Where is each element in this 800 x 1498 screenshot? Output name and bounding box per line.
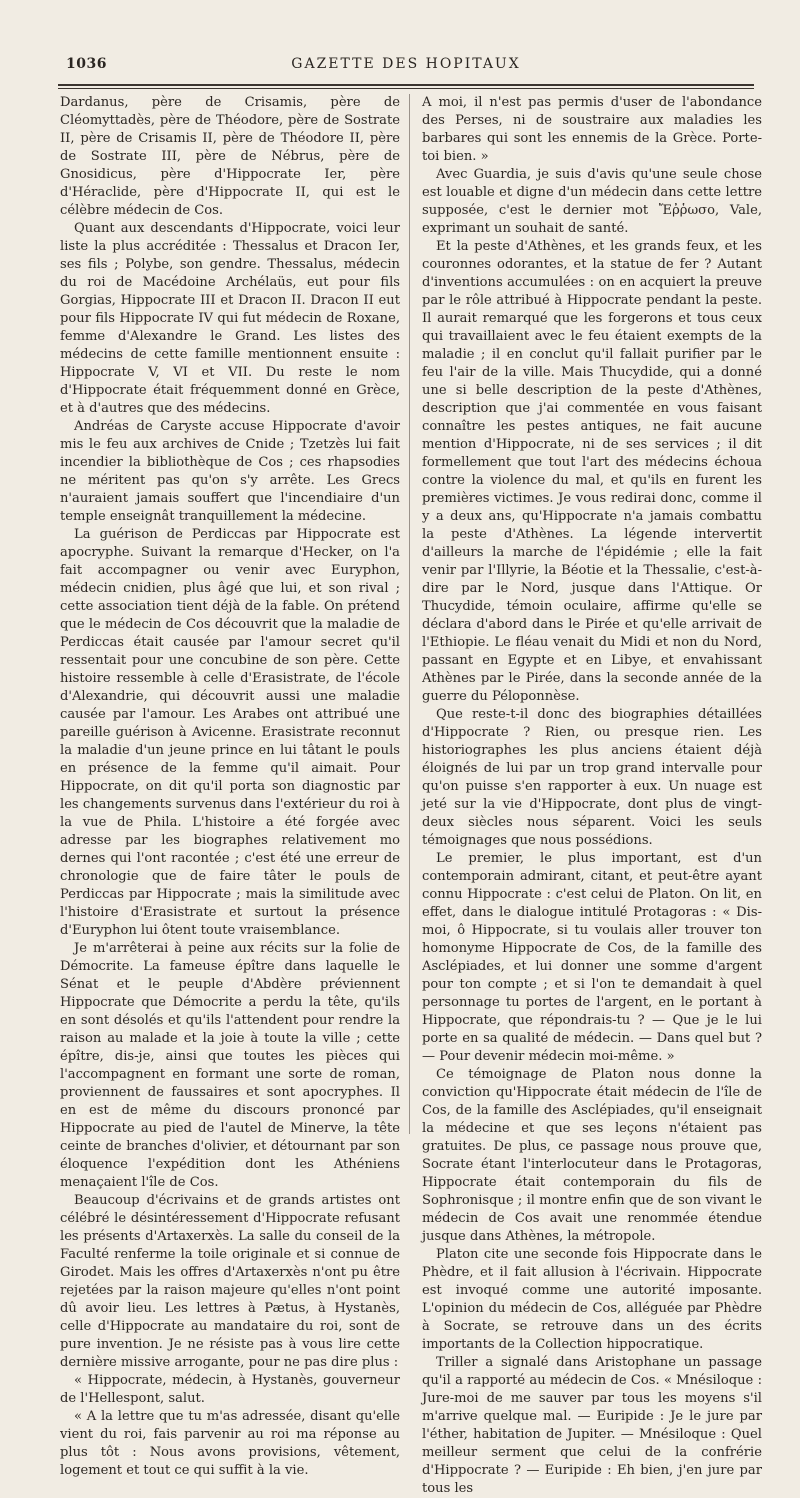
running-title: GAZETTE DES HOPITAUX [291, 56, 521, 72]
paragraph: Quant aux descendants d'Hippocrate, voici leur liste la plus accréditée : Thessalus et Dracon Ier, ses fils ; Polybe, son gendre. Thessalus, médecin du roi de Macédoine Archélaüs, eut pour fils Gorgias, Hippocrate III et Dracon II. Dracon II eut pour fils Hippocrate IV qui fut médecin de Roxane, femme d'Alexandre le Grand. Les listes des médecins de cette famille mentionnent ensuite : Hippocrate V, VI et VII. Du reste le nom d'Hippocrate était fréquemment donné en Grèce, et à d'autres que des médecins. [60, 221, 400, 416]
paragraph: Dardanus, père de Crisamis, père de Cléomyttadès, père de Théodore, père de Sostrate II, père de Crisamis II, père de Théodore II, père de Sostrate III, père de Nébrus, père de Gnosidicus, père d'Hippocrate Ier, père d'Héraclide, père d'Hippocrate II, qui est le célèbre médecin de Cos. [60, 95, 400, 218]
paragraph: Platon cite une seconde fois Hippocrate dans le Phèdre, et il fait allusion à l'écrivain. Hippocrate est invoqué comme une autorité imposante. L'opinion du médecin de Cos, alléguée par Phèdre à Socrate, se retrouve dans un des écrits importants de la Collection hippocratique. [422, 1247, 762, 1352]
paragraph: « Hippocrate, médecin, à Hystanès, gouverneur de l'Hellespont, salut. [60, 1373, 400, 1406]
column-divider [409, 94, 410, 1134]
right-column [422, 94, 762, 1498]
paragraph: Ce témoignage de Platon nous donne la conviction qu'Hippocrate était médecin de l'île de Cos, de la famille des Asclépiades, qu'il enseignait la médecine et que ses leçons n'étaient pas gratuites. De plus, ce passage nous prouve que, Socrate étant l'interlocuteur dans le Protagoras, Hippocrate était contemporain du fils de Sophronisque ; il montre enfin que de son vivant le médecin de Cos avait une renommée étendue jusque dans Athènes, la métropole. [422, 1067, 762, 1244]
paragraph: La guérison de Perdiccas par Hippocrate est apocryphe. Suivant la remarque d'Hecker, on l'a fait accompagner ou venir avec Euryphon, médecin cnidien, plus âgé que lui, et son rival ; cette association tient déjà de la fable. On prétend que le médecin de Cos découvrit que la maladie de Perdiccas était causée par l'amour secret qu'il ressentait pour une concubine de son père. Cette histoire ressemble à celle d'Erasistrate, de l'école d'Alexandrie, qui découvrit aussi une maladie causée par l'amour. Les Arabes ont attribué une pareille guérison à Avicenne. Erasistrate reconnut la maladie d'un jeune prince en lui tâtant le pouls en présence de la femme qu'il aimait. Pour Hippocrate, on dit qu'il porta son diagnostic par les changements survenus dans l'extérieur du roi à la vue de Phila. L'histoire a été forgée avec adresse par les biographes relativement mo dernes qui l'ont racontée ; c'est été une erreur de chronologie que de faire tâter le pouls de Perdiccas par Hippocrate ; mais la similitude avec l'histoire d'Erasistrate et surtout la présence d'Euryphon lui ôtent toute vraisemblance. [60, 527, 400, 938]
paragraph: Je m'arrêterai à peine aux récits sur la folie de Démocrite. La fameuse épître dans laquelle le Sénat et le peuple d'Abdère préviennent Hippocrate que Démocrite a perdu la tête, qu'ils en sont désolés et qu'ils l'attendent pour rendre la raison au malade et la joie à toute la ville ; cette épître, dis-je, ainsi que toutes les pièces qui l'accompagnent en formant une sorte de roman, proviennent de faussaires et sont apocryphes. Il en est de même du discours prononcé par Hippocrate au pied de l'autel de Minerve, la tête ceinte de branches d'olivier, et détournant par son éloquence l'expédition dont les Athéniens menaçaient l'île de Cos. [60, 941, 400, 1190]
paragraph: Et la peste d'Athènes, et les grands feux, et les couronnes odorantes, et la statue de fer ? Autant d'inventions accumulées : on en acquiert la preuve par le rôle attribué à Hippocrate pendant la peste. Il aurait remarqué que les forgerons et tous ceux qui travaillaient avec le feu étaient exempts de la maladie ; il en conclut qu'il fallait purifier par le feu l'air de la ville. Mais Thucydide, qui a donné une si belle description de la peste d'Athènes, description que j'ai commentée en vous faisant connaître les pestes antiques, ne fait aucune mention d'Hippocrate, ni de ses services ; il dit formellement que tout l'art des médecins échoua contre la violence du mal, et qu'ils en furent les premières victimes. Je vous redirai donc, comme il y a deux ans, qu'Hippocrate n'a jamais combattu la peste d'Athènes. La légende intervertit d'ailleurs la marche de l'épidémie ; elle la fait venir par l'Illyrie, la Béotie et la Thessalie, c'est-à-dire par le Nord, jusque dans l'Attique. Or Thucydide, témoin oculaire, affirme qu'elle se déclara d'abord dans le Pirée et qu'elle arrivait de l'Ethiopie. Le fléau venait du Midi et non du Nord, passant en Egypte et en Libye, et envahissant Athènes par le Pirée, dans la seconde année de la guerre du Péloponnèse. [422, 239, 762, 704]
paragraph: Triller a signalé dans Aristophane un passage qu'il a rapporté au médecin de Cos. « Mnésiloque : Jure-moi de me sauver par tous les moyens s'il m'arrive quelque mal. — Euripide : Je le jure par l'éther, habitation de Jupiter. — Mnésiloque : Quel meilleur serment que celui de la confrérie d'Hippocrate ? — Euripide : Eh bien, j'en jure par tous les [422, 1355, 762, 1496]
page-header [58, 56, 754, 78]
paragraph: Andréas de Caryste accuse Hippocrate d'avoir mis le feu aux archives de Cnide ; Tzetzès lui fait incendier la bibliothèque de Cos ; ces rhapsodies ne méritent pas qu'on s'y arrête. Les Grecs n'auraient jamais souffert que l'incendiaire d'un temple enseignât tranquillement la médecine. [60, 419, 400, 524]
paragraph: Avec Guardia, je suis d'avis qu'une seule chose est louable et digne d'un médecin dans cette lettre supposée, c'est le dernier mot Ἔῤῥωσο, Vale, exprimant un souhait de santé. [422, 167, 762, 236]
paragraph: A moi, il n'est pas permis d'user de l'abondance des Perses, ni de soustraire aux maladies les barbares qui sont les ennemis de la Grèce. Porte-toi bien. » [422, 95, 762, 164]
paragraph: Le premier, le plus important, est d'un contemporain admirant, citant, et peut-être ayant connu Hippocrate : c'est celui de Platon. On lit, en effet, dans le dialogue intitulé Protagoras : « Dis-moi, ô Hippocrate, si tu voulais aller trouver ton homonyme Hippocrate de Cos, de la famille des Asclépiades, et lui donner une somme d'argent pour ton compte ; et si l'on te demandait à quel personnage tu portes de l'argent, en le portant à Hippocrate, que répondrais-tu ? — Que je le lui porte en sa qualité de médecin. — Dans quel but ? — Pour devenir médecin moi-même. » [422, 851, 762, 1064]
paragraph: Beaucoup d'écrivains et de grands artistes ont célébré le désintéressement d'Hippocrate refusant les présents d'Artaxerxès. La salle du conseil de la Faculté renferme la toile originale et si connue de Girodet. Mais les offres d'Artaxerxès n'ont pu être rejetées par la raison majeure qu'elles n'ont point dû avoir lieu. Les lettres à Pætus, à Hystanès, celle d'Hippocrate au mandataire du roi, sont de pure invention. Je ne résiste pas à vous lire cette dernière missive arrogante, pour ne pas dire plus : [60, 1193, 400, 1370]
paragraph: « A la lettre que tu m'as adressée, disant qu'elle vient du roi, fais parvenir au roi ma réponse au plus tôt : Nous avons provisions, vêtement, logement et tout ce qui suffit à la vie. [60, 1409, 400, 1478]
paragraph: Que reste-t-il donc des biographies détaillées d'Hippocrate ? Rien, ou presque rien. Les historiographes les plus anciens étaient déjà éloignés de lui par un trop grand intervalle pour qu'on puisse s'en rapporter à eux. Un nuage est jeté sur la vie d'Hippocrate, dont plus de vingt-deux siècles nous séparent. Voici les seuls témoignages que nous possédions. [422, 707, 762, 848]
header-rule-thin [58, 88, 754, 89]
left-column [60, 94, 400, 1480]
header-rule-thick [58, 84, 754, 86]
page-number: 1036 [66, 56, 107, 72]
